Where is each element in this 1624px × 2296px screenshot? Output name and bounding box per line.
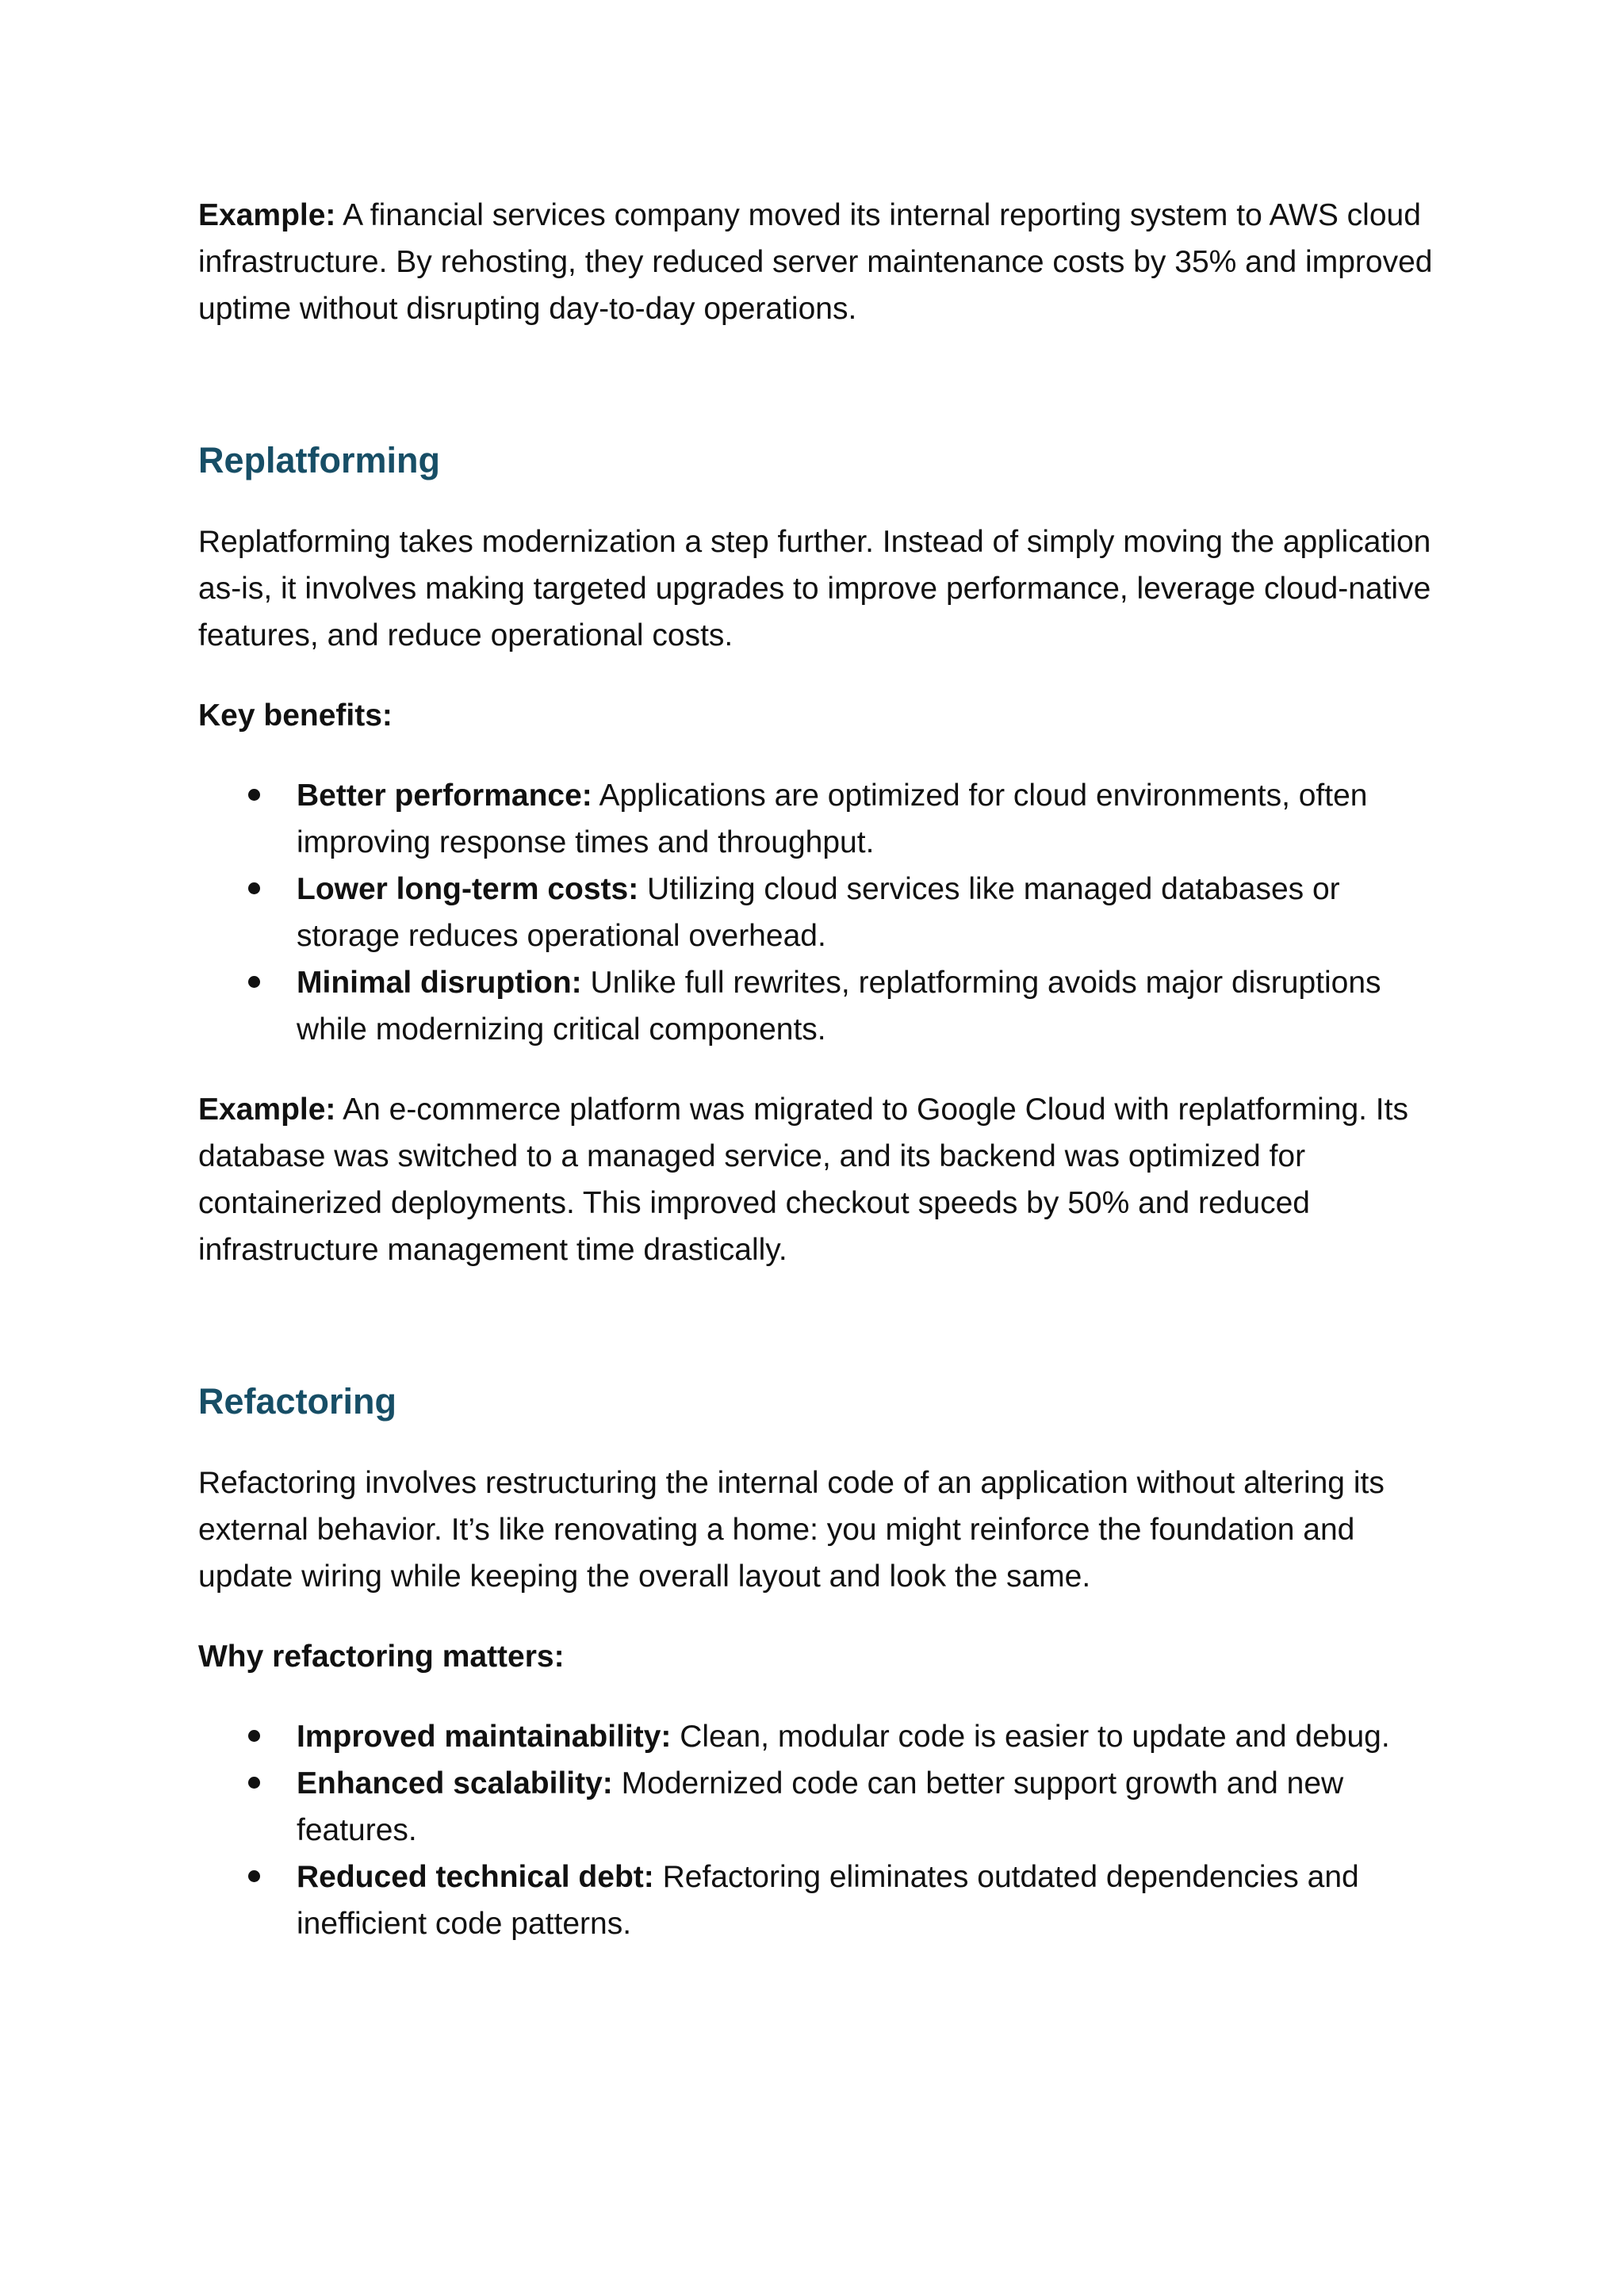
list-spacer — [198, 739, 1443, 772]
list-item-label: Reduced technical debt: — [297, 1860, 654, 1894]
list-item-text: Refactoring eliminates outdated dependencies and inefficient code patterns. — [297, 1860, 1359, 1941]
bullet-icon — [248, 789, 260, 801]
bullet-icon — [248, 1730, 260, 1742]
list-item-label: Minimal disruption: — [297, 966, 582, 1000]
section-heading-replatforming: Replatforming — [198, 440, 441, 480]
replatforming-example — [198, 1086, 1443, 1273]
bullet-icon — [248, 1777, 260, 1789]
list-item-label: Lower long-term costs: — [297, 872, 639, 906]
key-benefits-title: Key benefits: — [198, 698, 393, 733]
list-item-text: Clean, modular code is easier to update and debug. — [671, 1720, 1390, 1754]
why-refactoring-title: Why refactoring matters: — [198, 1640, 565, 1674]
key-benefits-list — [198, 772, 1443, 1053]
paragraph-spacer — [198, 1600, 1443, 1633]
why-refactoring-list — [198, 1713, 1443, 1947]
section-heading-refactoring: Refactoring — [198, 1381, 397, 1422]
list-item — [198, 1713, 1443, 1760]
example-text: A financial services company moved its internal reporting system to AWS cloud infrastructure. By rehosting, they reduced server maintenance costs by 35% and improved uptime without disrupting day-to-day operations. — [198, 198, 1433, 326]
list-item-label: Better performance: — [297, 779, 592, 813]
example-label: Example: — [198, 1093, 336, 1127]
list-item — [198, 959, 1443, 1053]
paragraph-spacer — [198, 659, 1443, 692]
heading-spacer — [198, 1426, 1443, 1460]
bullet-icon — [248, 882, 260, 894]
refactoring-paragraph: Refactoring involves restructuring the internal code of an application without altering its external behavior. It’s like renovating a home: you might reinforce the foundation and update wiring while keeping the overall layout and look the same. — [198, 1466, 1385, 1594]
example-label: Example: — [198, 198, 336, 232]
list-item-text: Unlike full rewrites, replatforming avoids major disruptions while modernizing critical components. — [297, 966, 1381, 1047]
list-item — [198, 772, 1443, 866]
list-item — [198, 1854, 1443, 1947]
list-item-text: Modernized code can better support growth and new features. — [297, 1766, 1344, 1847]
section-spacer — [198, 1273, 1443, 1377]
list-item-label: Enhanced scalability: — [297, 1766, 613, 1800]
list-spacer — [198, 1680, 1443, 1713]
list-spacer — [198, 1053, 1443, 1086]
section-spacer — [198, 332, 1443, 436]
bullet-icon — [248, 976, 260, 988]
document-page — [198, 192, 1443, 1947]
example-text: An e-commerce platform was migrated to Google Cloud with replatforming. Its database was switched to a managed service, and its backend was optimized for containerized deployments. This improved checkout speeds by 50% and reduced infrastructure management time drastically. — [198, 1093, 1408, 1267]
list-item — [198, 1760, 1443, 1854]
replatforming-paragraph: Replatforming takes modernization a step further. Instead of simply moving the application as-is, it involves making targeted upgrades to improve performance, leverage cloud-native features, and reduce operational costs. — [198, 525, 1431, 652]
rehosting-example — [198, 192, 1443, 332]
list-item-text: Utilizing cloud services like managed databases or storage reduces operational overhead. — [297, 872, 1340, 953]
list-item-label: Improved maintainability: — [297, 1720, 672, 1754]
heading-spacer — [198, 485, 1443, 519]
list-item-text: Applications are optimized for cloud environments, often improving response times and throughput. — [297, 779, 1368, 859]
list-item — [198, 866, 1443, 959]
bullet-icon — [248, 1870, 260, 1882]
